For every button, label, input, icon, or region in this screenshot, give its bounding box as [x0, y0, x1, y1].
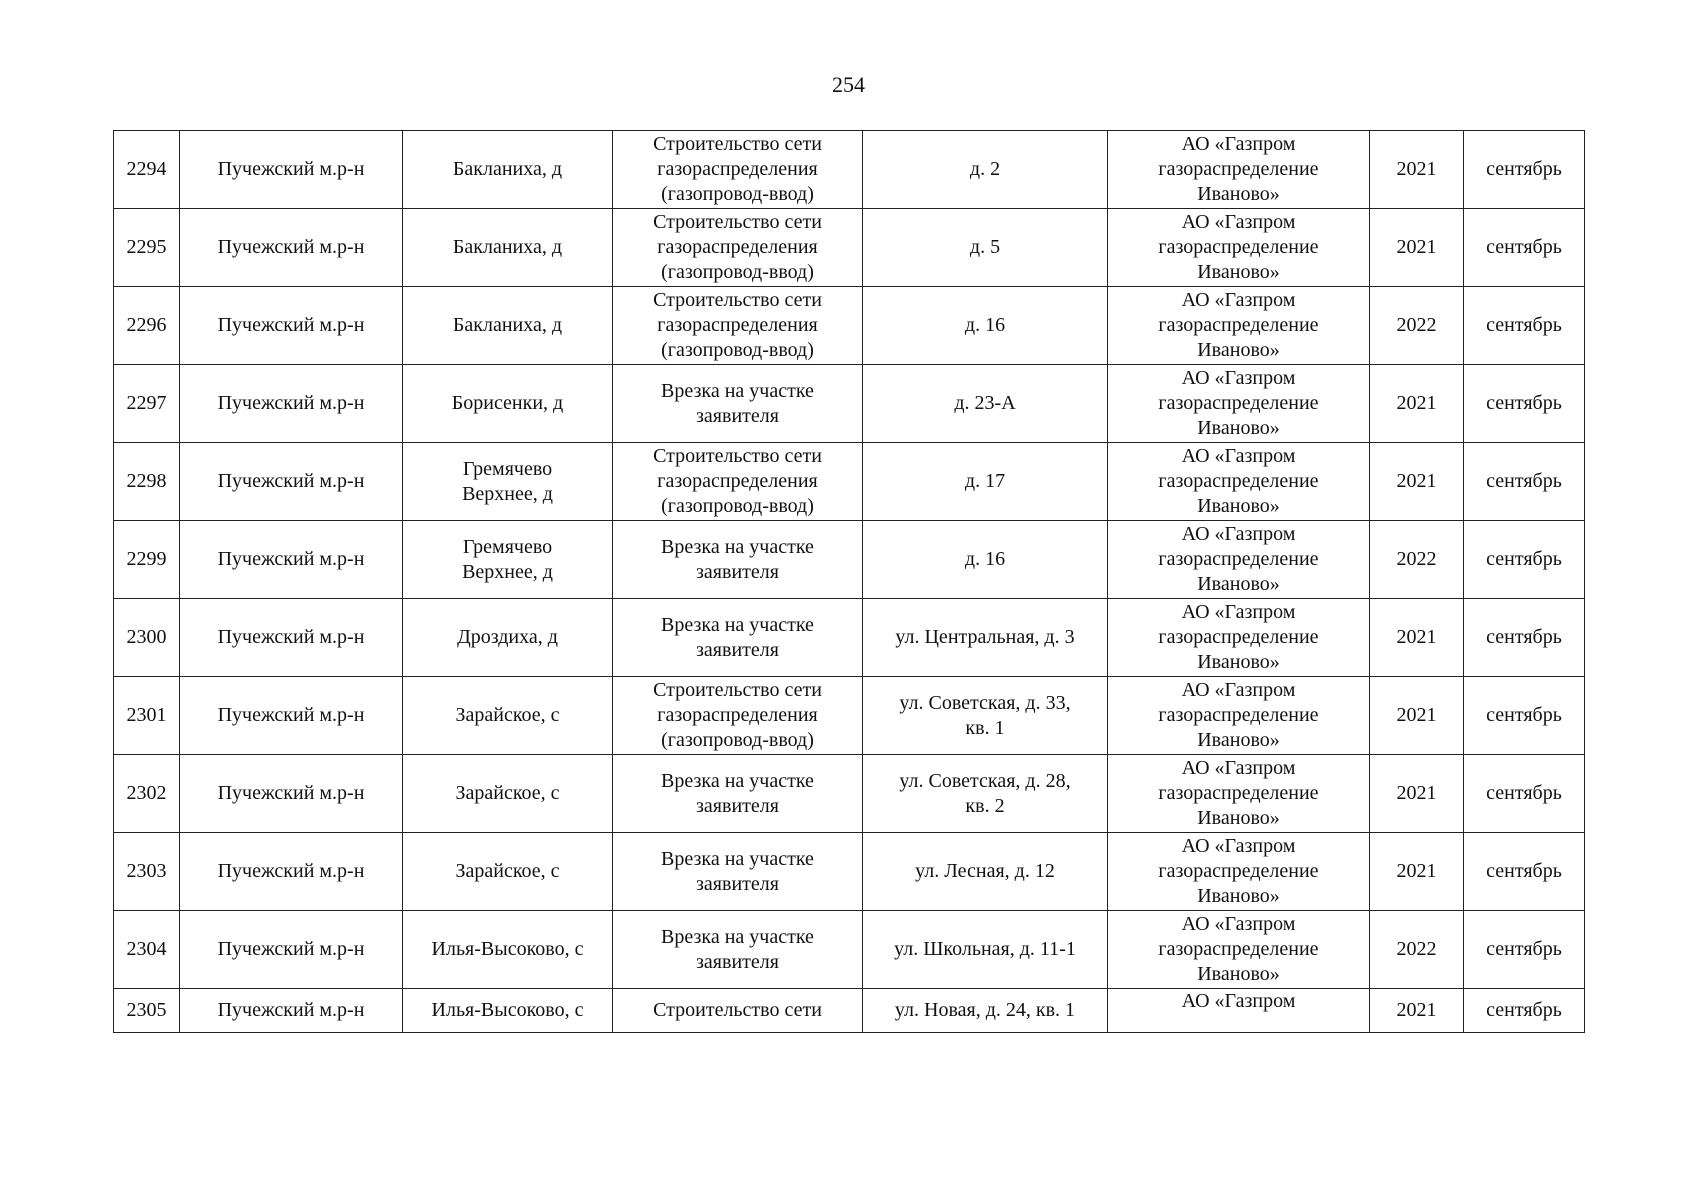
table-row [114, 911, 1585, 989]
district-cell [180, 599, 403, 677]
month-cell [1464, 365, 1585, 443]
address-cell-text: ул. Центральная, д. 3 [895, 626, 1075, 648]
month-cell-text: сентябрь [1486, 938, 1562, 960]
month-cell-text: сентябрь [1486, 236, 1562, 258]
work-type-cell-text: Врезка на участке заявителя [661, 379, 814, 427]
locality-cell [403, 677, 613, 755]
table-row [114, 833, 1585, 911]
address-cell-text: д. 23-А [954, 392, 1016, 414]
work-type-cell-text: Строительство сети газораспределения (газопровод-ввод) [653, 445, 822, 517]
work-type-cell [613, 521, 863, 599]
month-cell-text: сентябрь [1486, 392, 1562, 414]
organization-cell-text: АО «Газпром газораспределение Иваново» [1158, 133, 1319, 205]
month-cell-text: сентябрь [1486, 860, 1562, 882]
address-cell-text: д. 5 [969, 236, 1001, 258]
locality-cell-text: Бакланиха, д [452, 236, 563, 258]
district-cell-text: Пучежский м.р-н [217, 782, 365, 804]
organization-cell-text: АО «Газпром [1181, 990, 1296, 1012]
month-cell [1464, 599, 1585, 677]
district-cell-text: Пучежский м.р-н [217, 999, 365, 1021]
district-cell [180, 287, 403, 365]
organization-cell-text: АО «Газпром газораспределение Иваново» [1158, 835, 1319, 907]
organization-cell-text: АО «Газпром газораспределение Иваново» [1158, 913, 1319, 985]
address-cell [863, 833, 1108, 911]
address-cell [863, 131, 1108, 209]
month-cell-text: сентябрь [1486, 158, 1562, 180]
row-number-cell [114, 521, 180, 599]
district-cell [180, 989, 403, 1033]
organization-cell [1108, 365, 1370, 443]
row-number-cell-text: 2298 [126, 470, 167, 492]
address-cell-text: ул. Лесная, д. 12 [915, 860, 1055, 882]
locality-cell [403, 521, 613, 599]
year-cell-text: 2022 [1396, 938, 1437, 960]
year-cell [1370, 443, 1464, 521]
row-number-cell-text: 2300 [126, 626, 167, 648]
organization-cell-text: АО «Газпром газораспределение Иваново» [1158, 445, 1319, 517]
address-cell-text: ул. Новая, д. 24, кв. 1 [894, 999, 1076, 1021]
district-cell [180, 911, 403, 989]
work-type-cell [613, 833, 863, 911]
district-cell [180, 365, 403, 443]
year-cell-text: 2021 [1396, 392, 1437, 414]
table-row [114, 209, 1585, 287]
work-type-cell-text: Врезка на участке заявителя [661, 769, 814, 817]
month-cell [1464, 911, 1585, 989]
month-cell [1464, 989, 1585, 1033]
district-cell-text: Пучежский м.р-н [217, 158, 365, 180]
locality-cell-text: Гремячево Верхнее, д [462, 535, 553, 583]
row-number-cell [114, 131, 180, 209]
organization-cell [1108, 287, 1370, 365]
district-cell-text: Пучежский м.р-н [217, 470, 365, 492]
locality-cell-text: Дроздиха, д [457, 626, 558, 648]
address-cell [863, 443, 1108, 521]
row-number-cell [114, 755, 180, 833]
district-cell [180, 755, 403, 833]
locality-cell [403, 989, 613, 1033]
year-cell-text: 2022 [1396, 314, 1437, 336]
page-number: 254 [832, 72, 865, 97]
organization-cell [1108, 989, 1370, 1033]
row-number-cell-text: 2294 [126, 158, 167, 180]
month-cell [1464, 443, 1585, 521]
locality-cell [403, 911, 613, 989]
work-type-cell-text: Врезка на участке заявителя [661, 535, 814, 583]
organization-cell [1108, 599, 1370, 677]
month-cell [1464, 521, 1585, 599]
month-cell [1464, 287, 1585, 365]
work-type-cell [613, 287, 863, 365]
year-cell-text: 2021 [1396, 704, 1437, 726]
address-cell [863, 911, 1108, 989]
address-cell-text: д. 16 [964, 314, 1006, 336]
month-cell-text: сентябрь [1486, 626, 1562, 648]
organization-cell-text: АО «Газпром газораспределение Иваново» [1158, 211, 1319, 283]
month-cell-text: сентябрь [1486, 548, 1562, 570]
year-cell-text: 2021 [1396, 470, 1437, 492]
address-cell [863, 287, 1108, 365]
month-cell [1464, 131, 1585, 209]
locality-cell [403, 833, 613, 911]
work-type-cell [613, 989, 863, 1033]
table-row [114, 365, 1585, 443]
month-cell-text: сентябрь [1486, 314, 1562, 336]
work-type-cell-text: Строительство сети [653, 999, 822, 1021]
district-cell-text: Пучежский м.р-н [217, 626, 365, 648]
organization-cell [1108, 209, 1370, 287]
work-type-cell-text: Строительство сети газораспределения (газопровод-ввод) [653, 679, 822, 751]
row-number-cell [114, 209, 180, 287]
organization-cell [1108, 911, 1370, 989]
address-cell [863, 677, 1108, 755]
locality-cell [403, 287, 613, 365]
district-cell-text: Пучежский м.р-н [217, 860, 365, 882]
organization-cell-text: АО «Газпром газораспределение Иваново» [1158, 679, 1319, 751]
district-cell [180, 521, 403, 599]
address-cell-text: д. 2 [969, 158, 1001, 180]
row-number-cell [114, 833, 180, 911]
year-cell [1370, 521, 1464, 599]
locality-cell [403, 365, 613, 443]
organization-cell [1108, 755, 1370, 833]
row-number-cell [114, 287, 180, 365]
month-cell [1464, 755, 1585, 833]
locality-cell-text: Гремячево Верхнее, д [462, 457, 553, 505]
row-number-cell [114, 443, 180, 521]
locality-cell [403, 131, 613, 209]
year-cell [1370, 833, 1464, 911]
year-cell [1370, 287, 1464, 365]
month-cell [1464, 833, 1585, 911]
locality-cell-text: Зарайское, с [455, 860, 560, 882]
row-number-cell [114, 365, 180, 443]
table-row [114, 677, 1585, 755]
table-body [114, 131, 1585, 1033]
address-cell [863, 521, 1108, 599]
work-type-cell [613, 911, 863, 989]
district-cell [180, 131, 403, 209]
organization-cell-text: АО «Газпром газораспределение Иваново» [1158, 523, 1319, 595]
district-cell-text: Пучежский м.р-н [217, 548, 365, 570]
month-cell [1464, 677, 1585, 755]
year-cell-text: 2021 [1396, 236, 1437, 258]
year-cell-text: 2021 [1396, 999, 1437, 1021]
district-cell-text: Пучежский м.р-н [217, 704, 365, 726]
address-cell [863, 209, 1108, 287]
work-type-cell [613, 755, 863, 833]
work-type-cell-text: Врезка на участке заявителя [661, 847, 814, 895]
locality-cell [403, 755, 613, 833]
organization-cell [1108, 443, 1370, 521]
table-row [114, 287, 1585, 365]
row-number-cell-text: 2297 [126, 392, 167, 414]
month-cell [1464, 209, 1585, 287]
gasification-table [113, 130, 1585, 1033]
locality-cell-text: Зарайское, с [455, 704, 560, 726]
row-number-cell-text: 2296 [126, 314, 167, 336]
row-number-cell [114, 599, 180, 677]
district-cell [180, 677, 403, 755]
row-number-cell [114, 989, 180, 1033]
row-number-cell-text: 2303 [126, 860, 167, 882]
row-number-cell [114, 677, 180, 755]
year-cell [1370, 755, 1464, 833]
year-cell-text: 2021 [1396, 860, 1437, 882]
address-cell-text: ул. Школьная, д. 11-1 [894, 938, 1076, 960]
district-cell-text: Пучежский м.р-н [217, 314, 365, 336]
work-type-cell [613, 443, 863, 521]
locality-cell-text: Бакланиха, д [452, 158, 563, 180]
district-cell [180, 209, 403, 287]
work-type-cell-text: Строительство сети газораспределения (газопровод-ввод) [653, 211, 822, 283]
locality-cell [403, 599, 613, 677]
work-type-cell [613, 131, 863, 209]
district-cell [180, 443, 403, 521]
year-cell-text: 2021 [1396, 782, 1437, 804]
work-type-cell-text: Врезка на участке заявителя [661, 925, 814, 973]
address-cell-text: д. 16 [964, 548, 1006, 570]
organization-cell-text: АО «Газпром газораспределение Иваново» [1158, 601, 1319, 673]
year-cell [1370, 131, 1464, 209]
district-cell-text: Пучежский м.р-н [217, 392, 365, 414]
district-cell [180, 833, 403, 911]
district-cell-text: Пучежский м.р-н [217, 236, 365, 258]
month-cell-text: сентябрь [1486, 470, 1562, 492]
organization-cell [1108, 521, 1370, 599]
address-cell [863, 989, 1108, 1033]
year-cell-text: 2021 [1396, 626, 1437, 648]
locality-cell-text: Бакланиха, д [452, 314, 563, 336]
row-number-cell [114, 911, 180, 989]
row-number-cell-text: 2299 [126, 548, 167, 570]
address-cell [863, 755, 1108, 833]
table-row [114, 755, 1585, 833]
table-row [114, 131, 1585, 209]
year-cell [1370, 365, 1464, 443]
work-type-cell-text: Строительство сети газораспределения (газопровод-ввод) [653, 289, 822, 361]
table-row [114, 599, 1585, 677]
locality-cell-text: Борисенки, д [451, 392, 564, 414]
year-cell-text: 2022 [1396, 548, 1437, 570]
address-cell-text: д. 17 [964, 470, 1006, 492]
organization-cell-text: АО «Газпром газораспределение Иваново» [1158, 367, 1319, 439]
row-number-cell-text: 2304 [126, 938, 167, 960]
organization-cell-text: АО «Газпром газораспределение Иваново» [1158, 757, 1319, 829]
work-type-cell [613, 599, 863, 677]
district-cell-text: Пучежский м.р-н [217, 938, 365, 960]
locality-cell [403, 209, 613, 287]
month-cell-text: сентябрь [1486, 704, 1562, 726]
row-number-cell-text: 2295 [126, 236, 167, 258]
locality-cell-text: Илья-Высоково, с [431, 999, 584, 1021]
locality-cell [403, 443, 613, 521]
work-type-cell [613, 209, 863, 287]
work-type-cell [613, 677, 863, 755]
month-cell-text: сентябрь [1486, 999, 1562, 1021]
table-row [114, 521, 1585, 599]
year-cell [1370, 677, 1464, 755]
row-number-cell-text: 2302 [126, 782, 167, 804]
organization-cell [1108, 833, 1370, 911]
locality-cell-text: Зарайское, с [455, 782, 560, 804]
year-cell-text: 2021 [1396, 158, 1437, 180]
row-number-cell-text: 2301 [126, 704, 167, 726]
address-cell-text: ул. Советская, д. 28, кв. 2 [899, 769, 1071, 817]
address-cell-text: ул. Советская, д. 33, кв. 1 [899, 691, 1071, 739]
locality-cell-text: Илья-Высоково, с [431, 938, 584, 960]
year-cell [1370, 989, 1464, 1033]
year-cell [1370, 209, 1464, 287]
work-type-cell [613, 365, 863, 443]
organization-cell [1108, 677, 1370, 755]
work-type-cell-text: Строительство сети газораспределения (газопровод-ввод) [653, 133, 822, 205]
address-cell [863, 599, 1108, 677]
organization-cell [1108, 131, 1370, 209]
year-cell [1370, 911, 1464, 989]
row-number-cell-text: 2305 [126, 999, 167, 1021]
month-cell-text: сентябрь [1486, 782, 1562, 804]
address-cell [863, 365, 1108, 443]
work-type-cell-text: Врезка на участке заявителя [661, 613, 814, 661]
organization-cell-text: АО «Газпром газораспределение Иваново» [1158, 289, 1319, 361]
table-row [114, 443, 1585, 521]
year-cell [1370, 599, 1464, 677]
table-row [114, 989, 1585, 1033]
